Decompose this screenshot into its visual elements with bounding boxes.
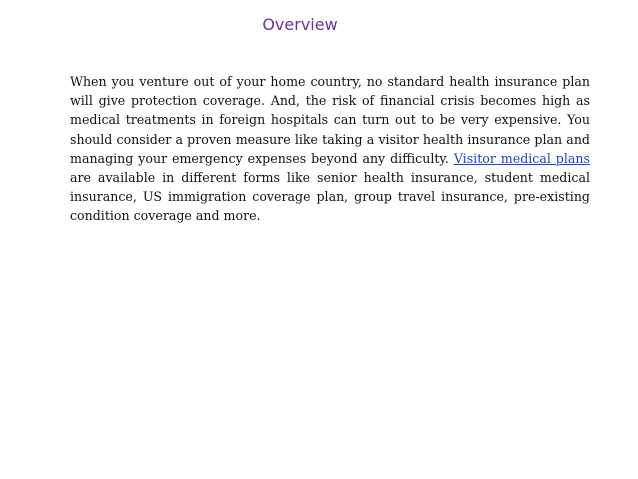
visitor-medical-plans-link[interactable]: Visitor medical plans <box>453 150 590 166</box>
paragraph-text-after-link: are available in different forms like senior health insurance, student medical insurance, US immigration coverage plan, group travel insurance, pre-existing condition coverage and more. <box>70 170 590 224</box>
slide-title: Overview <box>262 15 338 34</box>
paragraph-text-before-link: When you venture out of your home country, no standard health insurance plan will give protection coverage. And, the risk of financial crisis becomes high as medical treatments in foreign hospitals can turn out to be very expensive. You should consider a proven measure like taking a visitor health insurance plan and managing your emergency expenses beyond any difficulty. <box>70 74 590 166</box>
overview-paragraph <box>70 72 590 226</box>
